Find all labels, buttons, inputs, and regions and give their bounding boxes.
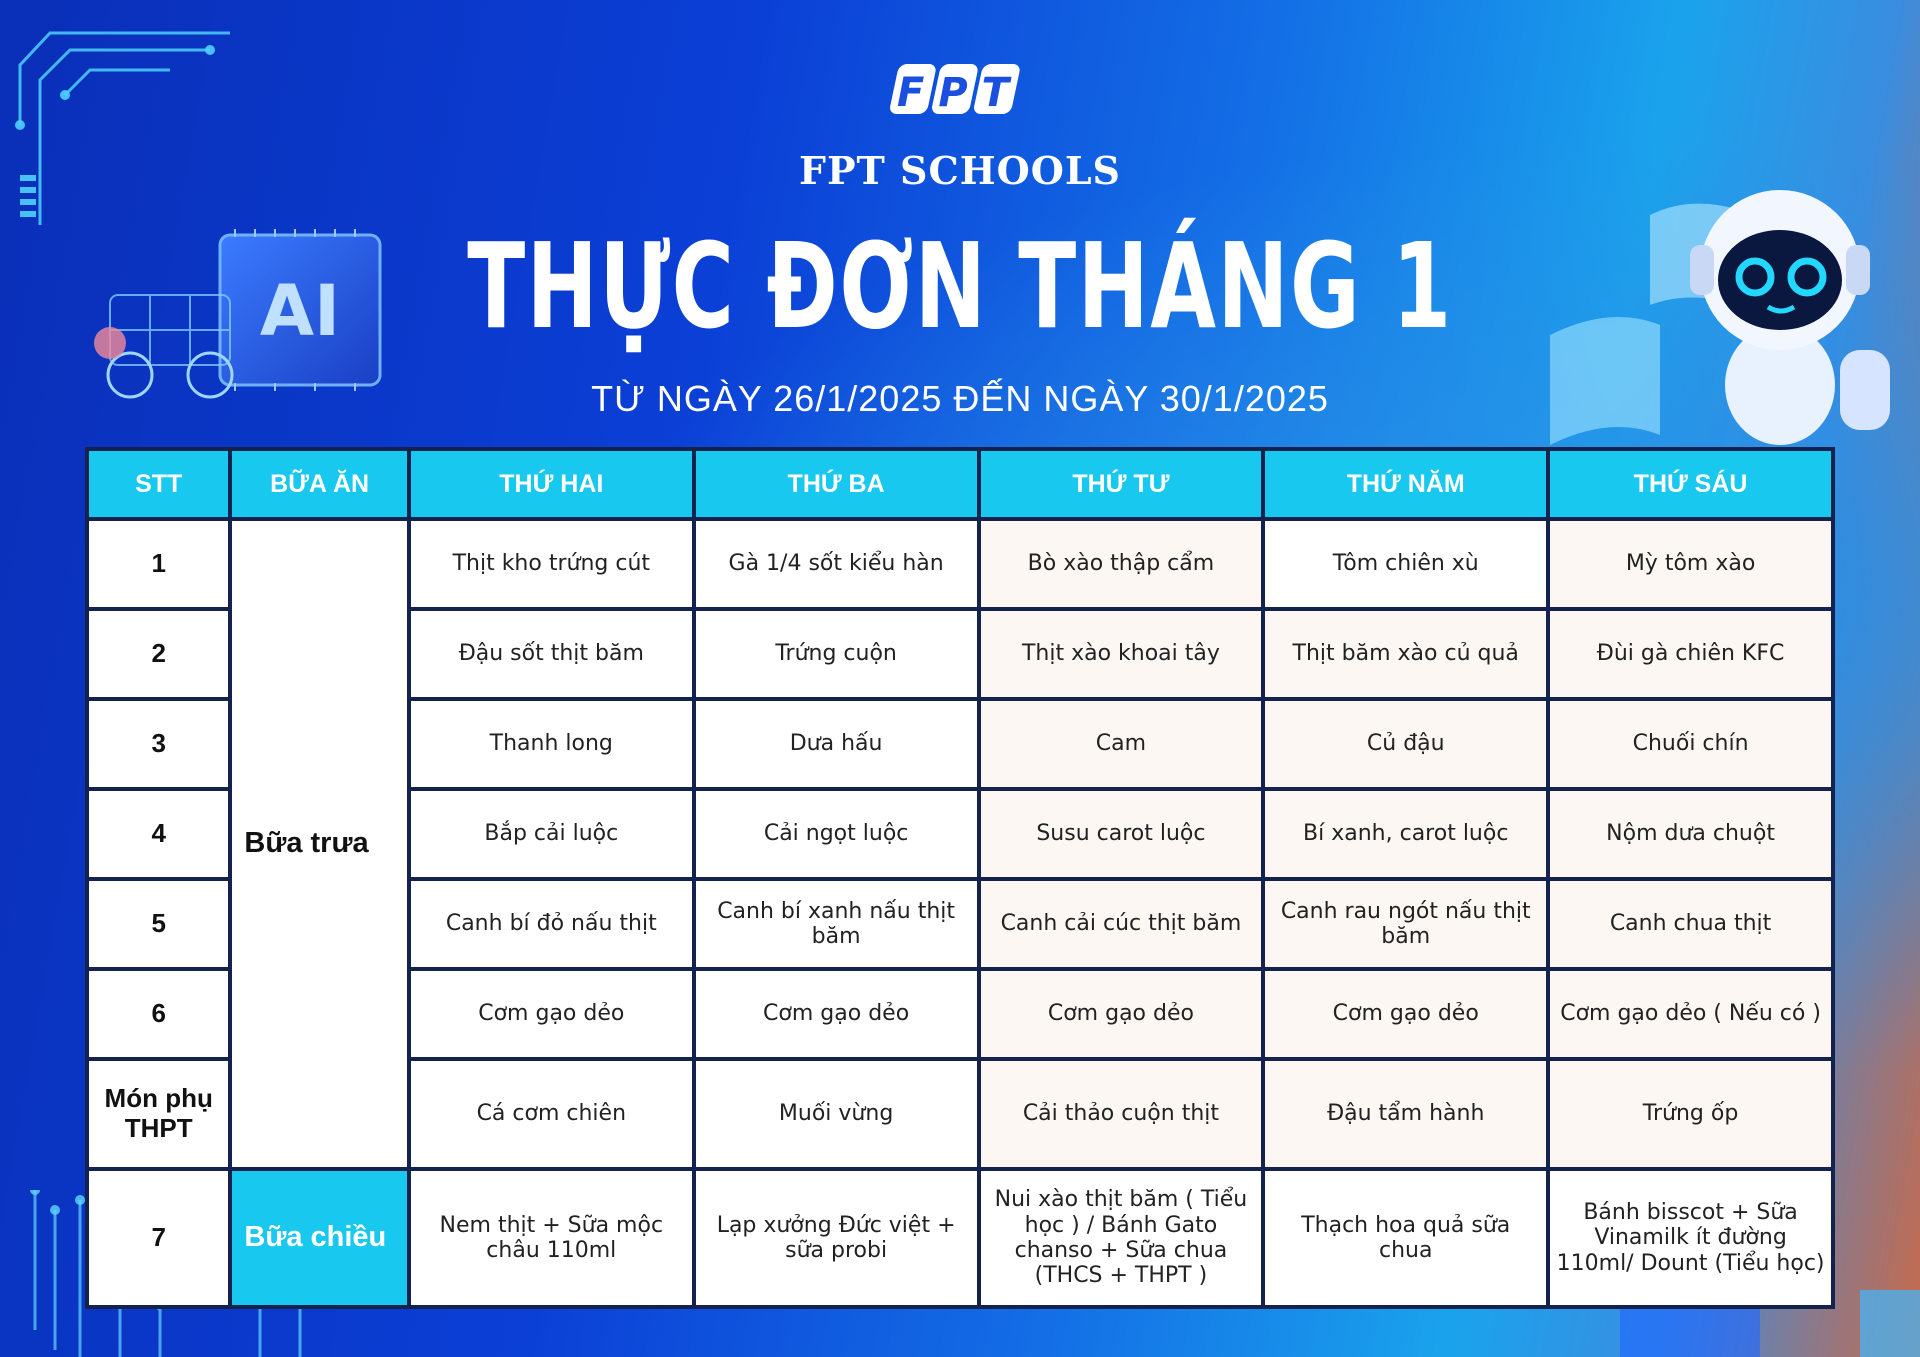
dish-cell: Canh chua thịt bbox=[1550, 881, 1831, 967]
row-number: 6 bbox=[89, 971, 228, 1057]
dish-cell: Chuối chín bbox=[1550, 701, 1831, 787]
header-stt: STT bbox=[89, 451, 228, 517]
row-number: 1 bbox=[89, 521, 228, 607]
row-number: 2 bbox=[89, 611, 228, 697]
dish-cell: Nem thịt + Sữa mộc châu 110ml bbox=[411, 1171, 692, 1305]
dish-cell: Canh bí đỏ nấu thịt bbox=[411, 881, 692, 967]
dish-cell: Bánh bisscot + Sữa Vinamilk ít đường 110ml/ Dount (Tiểu học) bbox=[1550, 1171, 1831, 1305]
meal-afternoon: Bữa chiều bbox=[232, 1171, 407, 1305]
dish-cell: Đùi gà chiên KFC bbox=[1550, 611, 1831, 697]
dish-cell: Nộm dưa chuột bbox=[1550, 791, 1831, 877]
dish-cell: Cải thảo cuộn thịt bbox=[981, 1061, 1262, 1167]
dish-cell: Gà 1/4 sốt kiểu hàn bbox=[696, 521, 977, 607]
circuit-decoration-icon bbox=[10, 25, 240, 255]
dish-cell: Canh rau ngót nấu thịt băm bbox=[1265, 881, 1546, 967]
dish-cell: Thạch hoa quả sữa chua bbox=[1265, 1171, 1546, 1305]
row-number: 4 bbox=[89, 791, 228, 877]
header-wednesday: THỨ TƯ bbox=[981, 451, 1262, 517]
school-name: FPT SCHOOLS bbox=[798, 148, 1121, 193]
table-row bbox=[89, 1171, 1831, 1305]
date-range-subtitle: TỪ NGÀY 26/1/2025 ĐẾN NGÀY 30/1/2025 bbox=[591, 378, 1329, 419]
dish-cell: Cơm gạo dẻo bbox=[981, 971, 1262, 1057]
header-thursday: THỨ NĂM bbox=[1265, 451, 1546, 517]
dish-cell: Tôm chiên xù bbox=[1265, 521, 1546, 607]
header-friday: THỨ SÁU bbox=[1550, 451, 1831, 517]
dish-cell: Thịt kho trứng cút bbox=[411, 521, 692, 607]
dish-cell: Bắp cải luộc bbox=[411, 791, 692, 877]
fpt-logo bbox=[890, 60, 1030, 122]
dish-cell: Dưa hấu bbox=[696, 701, 977, 787]
dish-cell: Cam bbox=[981, 701, 1262, 787]
table-row bbox=[89, 521, 1831, 607]
dish-cell: Lạp xưởng Đức việt + sữa probi bbox=[696, 1171, 977, 1305]
header-meal: BỮA ĂN bbox=[232, 451, 407, 517]
dish-cell: Thịt xào khoai tây bbox=[981, 611, 1262, 697]
dish-cell: Cơm gạo dẻo ( Nếu có ) bbox=[1550, 971, 1831, 1057]
dish-cell: Canh cải cúc thịt băm bbox=[981, 881, 1262, 967]
header-tuesday: THỨ BA bbox=[696, 451, 977, 517]
dish-cell: Susu carot luộc bbox=[981, 791, 1262, 877]
dish-cell: Canh bí xanh nấu thịt băm bbox=[696, 881, 977, 967]
svg-text:FPT: FPT bbox=[897, 70, 1023, 116]
row-number: 7 bbox=[89, 1171, 228, 1305]
dish-cell: Cá cơm chiên bbox=[411, 1061, 692, 1167]
dish-cell: Mỳ tôm xào bbox=[1550, 521, 1831, 607]
svg-text:AI: AI bbox=[259, 270, 341, 352]
dish-cell: Cơm gạo dẻo bbox=[1265, 971, 1546, 1057]
row-number: 5 bbox=[89, 881, 228, 967]
meal-lunch: Bữa trưa bbox=[232, 521, 407, 1167]
dish-cell: Muối vừng bbox=[696, 1061, 977, 1167]
row-number: Món phụ THPT bbox=[89, 1061, 228, 1167]
page-title: THỰC ĐƠN THÁNG 1 bbox=[467, 217, 1453, 355]
menu-table bbox=[85, 447, 1835, 1309]
dish-cell: Thịt băm xào củ quả bbox=[1265, 611, 1546, 697]
dish-cell: Nui xào thịt băm ( Tiểu học ) / Bánh Gato chanso + Sữa chua (THCS + THPT ) bbox=[981, 1171, 1262, 1305]
row-number: 3 bbox=[89, 701, 228, 787]
table-header-row bbox=[89, 451, 1831, 517]
dish-cell: Cơm gạo dẻo bbox=[411, 971, 692, 1057]
dish-cell: Cải ngọt luộc bbox=[696, 791, 977, 877]
dish-cell: Bò xào thập cẩm bbox=[981, 521, 1262, 607]
dish-cell: Củ đậu bbox=[1265, 701, 1546, 787]
dish-cell: Đậu tẩm hành bbox=[1265, 1061, 1546, 1167]
dish-cell: Trứng cuộn bbox=[696, 611, 977, 697]
dish-cell: Thanh long bbox=[411, 701, 692, 787]
dish-cell: Trứng ốp bbox=[1550, 1061, 1831, 1167]
dish-cell: Đậu sốt thịt băm bbox=[411, 611, 692, 697]
header-monday: THỨ HAI bbox=[411, 451, 692, 517]
dish-cell: Bí xanh, carot luộc bbox=[1265, 791, 1546, 877]
dish-cell: Cơm gạo dẻo bbox=[696, 971, 977, 1057]
